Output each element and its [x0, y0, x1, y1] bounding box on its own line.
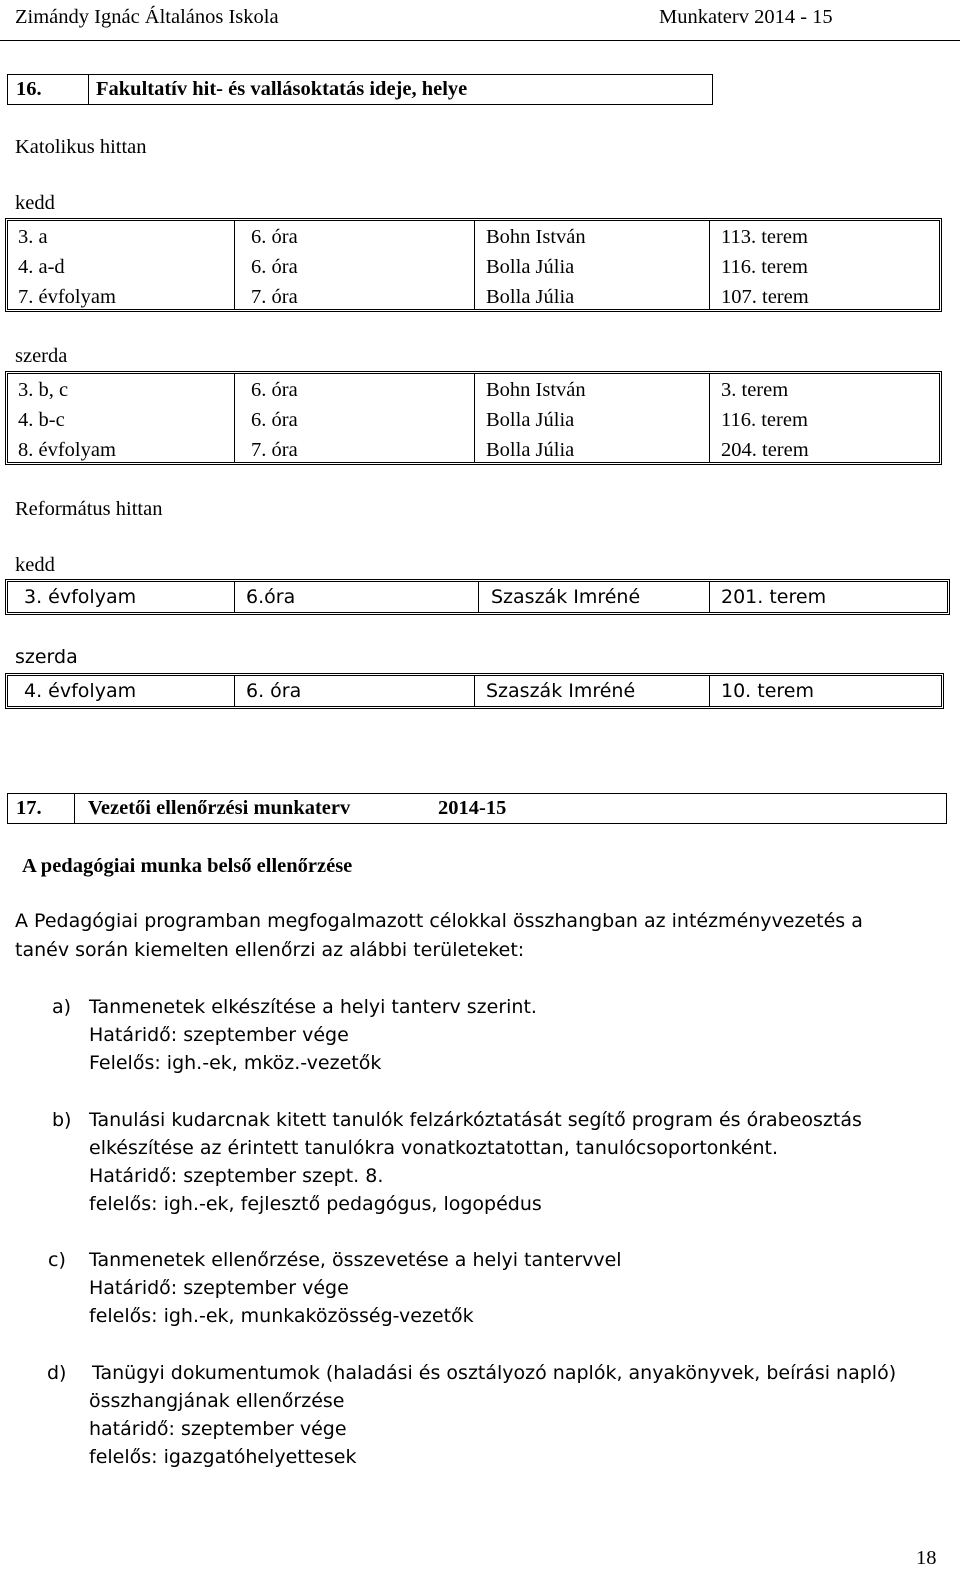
- reformed-tuesday-label: kedd: [15, 554, 55, 576]
- room-cell: 204. terem: [721, 439, 809, 461]
- section-17-number: 17.: [16, 797, 42, 819]
- section-17-intro-line-2: tanév során kiemelten ellenőrzi az alábbi területeket:: [15, 939, 525, 961]
- item-line: határidő: szeptember vége: [89, 1418, 347, 1440]
- item-line: összhangjának ellenőrzése: [89, 1390, 345, 1412]
- class-cell: 3. b, c: [18, 379, 69, 401]
- item-line: elkészítése az érintett tanulókra vonatkoztatottan, tanulócsoportonként.: [89, 1137, 779, 1159]
- class-cell: 3. a: [18, 226, 48, 248]
- item-line: Felelős: igh.-ek, mköz.-vezetők: [89, 1052, 382, 1074]
- header-plan: Munkaterv 2014 - 15: [659, 6, 833, 28]
- item-line: Tanügyi dokumentumok (haladási és osztályozó naplók, anyakönyvek, beírási napló): [92, 1362, 897, 1384]
- class-cell: 8. évfolyam: [18, 439, 116, 461]
- item-line: Határidő: szeptember vége: [89, 1277, 349, 1299]
- section-16-heading: [7, 74, 713, 105]
- table-row: [8, 435, 939, 465]
- table-row: [8, 375, 939, 405]
- period-cell: 6. óra: [251, 226, 298, 248]
- item-line: Tanulási kudarcnak kitett tanulók felzárkóztatását segítő program és órabeosztás: [89, 1109, 862, 1131]
- teacher-cell: Szaszák Imréné: [491, 586, 641, 608]
- room-cell: 116. terem: [721, 256, 808, 278]
- item-line: Tanmenetek elkészítése a helyi tanterv szerint.: [89, 996, 537, 1018]
- item-marker: a): [52, 996, 72, 1018]
- item-line: felelős: igazgatóhelyettesek: [89, 1446, 357, 1468]
- item-line: Határidő: szeptember szept. 8.: [89, 1165, 384, 1187]
- item-line: Tanmenetek ellenőrzése, összevetése a helyi tantervvel: [89, 1249, 622, 1271]
- period-cell: 6. óra: [251, 379, 298, 401]
- period-cell: 7. óra: [251, 286, 298, 308]
- room-cell: 3. terem: [721, 379, 789, 401]
- reformed-wednesday-table: [5, 673, 944, 709]
- teacher-cell: Bohn István: [486, 379, 586, 401]
- table-row: [8, 222, 939, 252]
- section-16-title: Fakultatív hit- és vallásoktatás ideje, helye: [96, 78, 468, 100]
- section-17-year: 2014-15: [438, 797, 507, 819]
- item-marker: d): [47, 1362, 67, 1384]
- room-cell: 113. terem: [721, 226, 808, 248]
- reformed-wednesday-label: szerda: [15, 646, 78, 668]
- catholic-wednesday-table: [5, 371, 942, 465]
- room-cell: 116. terem: [721, 409, 808, 431]
- table-row: [8, 282, 939, 312]
- header-rule: [0, 40, 960, 41]
- section-17-divider: [74, 794, 75, 823]
- teacher-cell: Bolla Júlia: [486, 256, 575, 278]
- page-number: 18: [916, 1547, 937, 1569]
- section-17-subheading: A pedagógiai munka belső ellenőrzése: [22, 855, 353, 877]
- section-17-title: Vezetői ellenőrzési munkaterv: [88, 797, 351, 819]
- period-cell: 7. óra: [251, 439, 298, 461]
- period-cell: 6. óra: [251, 256, 298, 278]
- period-cell: 6. óra: [246, 680, 302, 702]
- catholic-heading: Katolikus hittan: [15, 136, 147, 158]
- table-row: [8, 405, 939, 435]
- table-row: [8, 676, 941, 706]
- reformed-tuesday-table: [5, 579, 950, 615]
- item-line: felelős: igh.-ek, fejlesztő pedagógus, logopédus: [89, 1193, 542, 1215]
- teacher-cell: Bohn István: [486, 226, 586, 248]
- section-17-intro-line-1: A Pedagógiai programban megfogalmazott célokkal összhangban az intézményvezetés a: [15, 910, 863, 932]
- class-cell: 7. évfolyam: [18, 286, 116, 308]
- teacher-cell: Bolla Júlia: [486, 286, 575, 308]
- class-cell: 4. b-c: [18, 409, 65, 431]
- item-marker: b): [52, 1109, 72, 1131]
- section-17-heading: [7, 793, 947, 824]
- teacher-cell: Bolla Júlia: [486, 439, 575, 461]
- reformed-heading: Református hittan: [15, 498, 163, 520]
- room-cell: 107. terem: [721, 286, 809, 308]
- room-cell: 201. terem: [721, 586, 827, 608]
- item-marker: c): [48, 1249, 66, 1271]
- period-cell: 6. óra: [251, 409, 298, 431]
- catholic-tuesday-label: kedd: [15, 192, 55, 214]
- table-row: [8, 252, 939, 282]
- section-16-divider: [88, 75, 89, 104]
- section-16-number: 16.: [16, 78, 42, 100]
- class-cell: 3. évfolyam: [24, 586, 137, 608]
- teacher-cell: Szaszák Imréné: [486, 680, 636, 702]
- room-cell: 10. terem: [721, 680, 814, 702]
- class-cell: 4. évfolyam: [24, 680, 137, 702]
- item-line: felelős: igh.-ek, munkaközösség-vezetők: [89, 1305, 474, 1327]
- catholic-wednesday-label: szerda: [15, 345, 68, 367]
- period-cell: 6.óra: [246, 586, 296, 608]
- teacher-cell: Bolla Júlia: [486, 409, 575, 431]
- class-cell: 4. a-d: [18, 256, 65, 278]
- header-school: Zimándy Ignác Általános Iskola: [15, 6, 279, 28]
- table-row: [8, 582, 947, 612]
- item-line: Határidő: szeptember vége: [89, 1024, 349, 1046]
- catholic-tuesday-table: [5, 218, 942, 312]
